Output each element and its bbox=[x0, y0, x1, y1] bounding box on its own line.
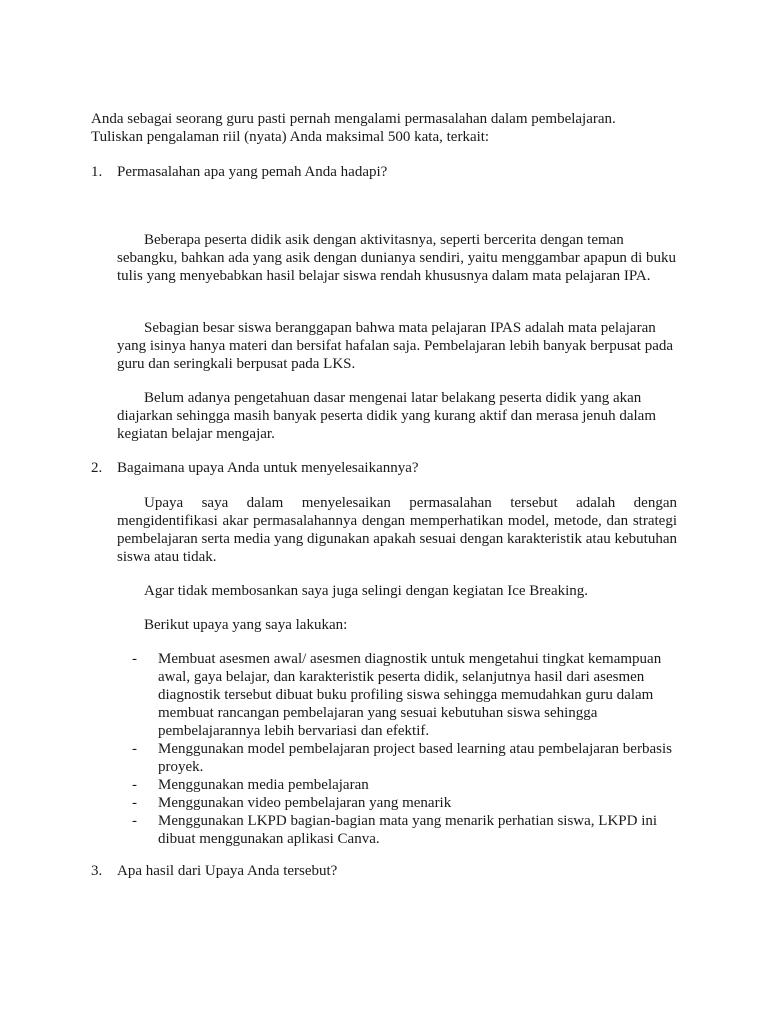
upaya-list bbox=[132, 650, 678, 848]
list-item-text: Menggunakan video pembelajaran yang menarik bbox=[158, 795, 452, 811]
answer-1-paragraph-1: Beberapa peserta didik asik dengan aktivitasnya, seperti bercerita dengan teman sebangku, bahkan ada yang asik dengan dunianya sendiri, yaitu menggambar apapun di buku tulis yang menyebabkan hasil belajar siswa rendah khususnya dalam mata pelajaran IPA. bbox=[117, 232, 677, 284]
question-2-number: 2. bbox=[91, 460, 103, 476]
list-item-text: Menggunakan LKPD bagian-bagian mata yang menarik perhatian siswa, LKPD ini dibuat menggunakan aplikasi Canva. bbox=[158, 813, 658, 847]
bullet-dash: - bbox=[132, 777, 137, 793]
intro-line-2: Tuliskan pengalaman riil (nyata) Anda maksimal 500 kata, terkait: bbox=[91, 129, 490, 145]
question-3 bbox=[91, 862, 691, 880]
question-2-text: Bagaimana upaya Anda untuk menyelesaikannya? bbox=[117, 460, 419, 476]
list-item bbox=[132, 776, 678, 794]
bullet-dash: - bbox=[132, 795, 137, 811]
bullet-dash: - bbox=[132, 741, 137, 757]
bullet-dash: - bbox=[132, 813, 137, 829]
question-3-number: 3. bbox=[91, 863, 103, 879]
list-item bbox=[132, 650, 678, 740]
intro-line-1: Anda sebagai seorang guru pasti pernah mengalami permasalahan dalam pembelajaran. bbox=[91, 111, 616, 127]
list-item bbox=[132, 812, 678, 848]
list-item-text: Menggunakan media pembelajaran bbox=[158, 777, 369, 793]
list-item-text: Membuat asesmen awal/ asesmen diagnostik untuk mengetahui tingkat kemampuan awal, gaya belajar, dan karakteristik peserta didik, selanjutnya hasil dari asesmen diagnostik tersebut dibuat buku profiling siswa sehingga memudahkan guru dalam membuat rancangan pembelajaran yang sesuai kebutuhan siswa sehingga pembelajarannya lebih bervariasi dan efektif. bbox=[158, 651, 662, 739]
question-3-text: Apa hasil dari Upaya Anda tersebut? bbox=[117, 863, 338, 879]
list-item bbox=[132, 794, 678, 812]
bullet-dash: - bbox=[132, 651, 137, 667]
answer-2-paragraph-2: Agar tidak membosankan saya juga selingi dengan kegiatan Ice Breaking. bbox=[144, 583, 589, 599]
intro-text bbox=[91, 110, 691, 146]
answer-2-paragraph-1: Upaya saya dalam menyelesaikan permasalahan tersebut adalah dengan mengidentifikasi akar permasalahannya dengan memperhatikan model, metode, dan strategi pembelajaran serta media yang digunakan apakah sesuai dengan karakteristik atau kebutuhan siswa atau tidak. bbox=[117, 495, 677, 565]
question-1 bbox=[91, 163, 691, 181]
answer-2-paragraph-3: Berikut upaya yang saya lakukan: bbox=[144, 617, 348, 633]
question-1-number: 1. bbox=[91, 164, 103, 180]
question-1-text: Permasalahan apa yang pemah Anda hadapi? bbox=[117, 164, 388, 180]
list-item bbox=[132, 740, 678, 776]
answer-1-paragraph-3: Belum adanya pengetahuan dasar mengenai latar belakang peserta didik yang akan diajarkan sehingga masih banyak peserta didik yang kurang aktif dan merasa jenuh dalam kegiatan belajar mengajar. bbox=[117, 390, 656, 442]
answer-1-paragraph-2: Sebagian besar siswa beranggapan bahwa mata pelajaran IPAS adalah mata pelajaran yang isinya hanya materi dan bersifat hafalan saja. Pembelajaran lebih banyak berpusat pada guru dan seringkali berpusat pada LKS. bbox=[117, 320, 674, 372]
question-2 bbox=[91, 459, 691, 477]
list-item-text: Menggunakan model pembelajaran project based learning atau pembelajaran berbasis proyek. bbox=[158, 741, 672, 775]
